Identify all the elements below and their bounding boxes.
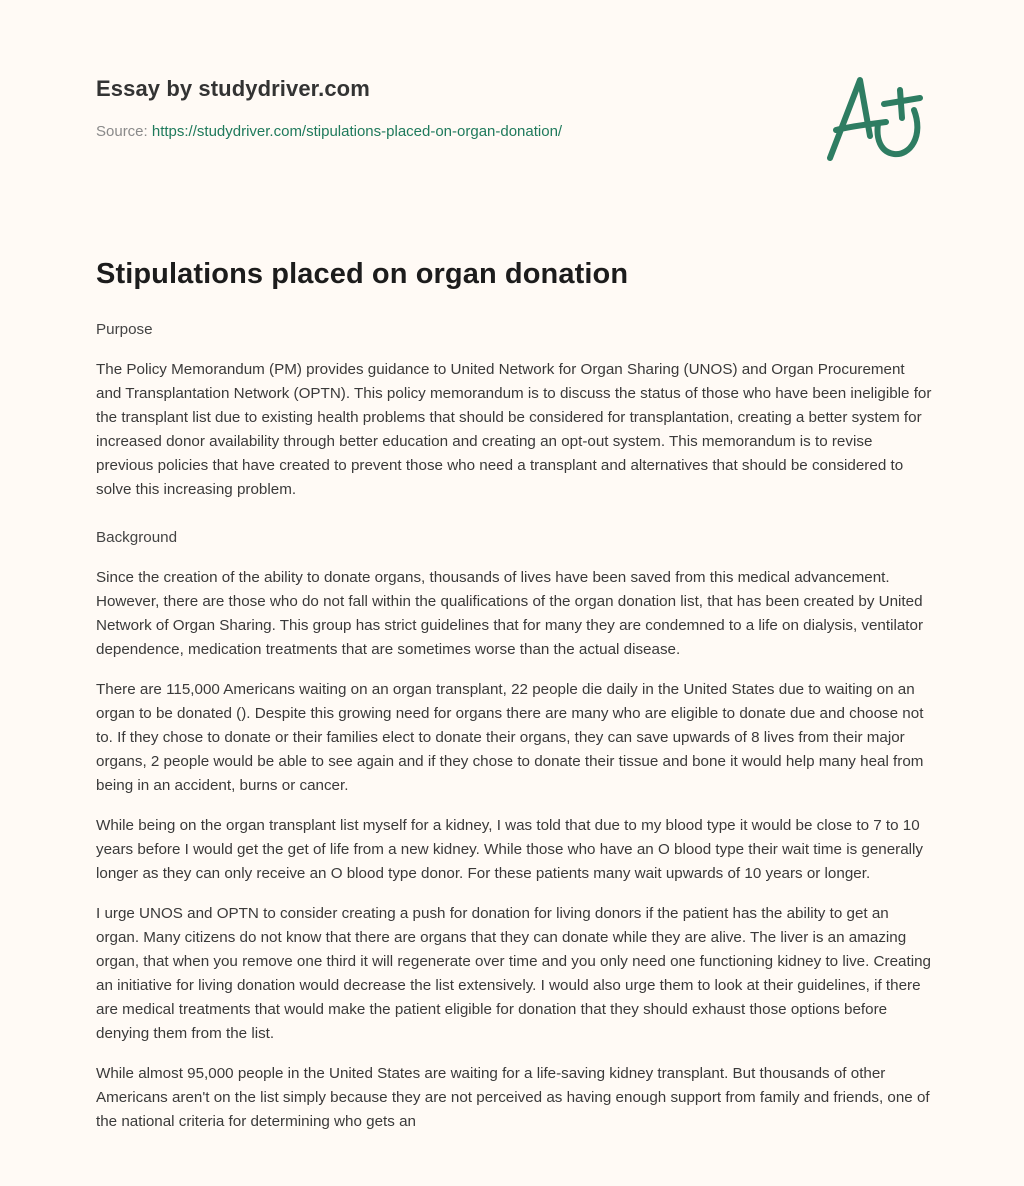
a-plus-grade-icon [820, 66, 930, 166]
paragraph: While being on the organ transplant list myself for a kidney, I was told that due to my blood type it would be close to 7 to 10 years before I would get the get of life from a new kidney. While those who have an O blood type their wait time is generally longer as they can only receive an O blood type donor. For these patients many wait upwards of 10 years or longer. [96, 817, 924, 882]
paragraph: I urge UNOS and OPTN to consider creating a push for donation for living donors if the patient has the ability to get an organ. Many citizens do not know that there are organs that they can donate while they are alive. The liver is an amazing organ, that when you remove one third it will regenerate over time and you only need one functioning kidney to live. Creating an initiative for living donation would decrease the list extensively. I would also urge them to look at their guidelines, if there are medical treatments that would make the patient eligible for donation that they should exhaust those options before denying them from the list. [96, 905, 931, 1042]
essay-body [96, 254, 932, 1134]
paragraph: Since the creation of the ability to donate organs, thousands of lives have been saved from this medical advancement. However, there are those who do not fall within the qualifications of the organ donation list, that has been created by United Network of Organ Sharing. This group has strict guidelines that for many they are condemned to a life on dialysis, ventilator dependence, medication treatments that are sometimes worse than the actual disease. [96, 569, 924, 658]
section-heading-purpose: Purpose [96, 321, 153, 338]
source-link[interactable]: https://studydriver.com/stipulations-placed-on-organ-donation/ [151, 123, 563, 140]
paragraph: The Policy Memorandum (PM) provides guidance to United Network for Organ Sharing (UNOS) and Organ Procurement and Transplantation Network (OPTN). This policy memorandum is to discuss the status of those who have been ineligible for the transplant list due to existing health problems that should be considered for transplantation, creating a better system for increased donor availability through better education and creating an opt-out system. This memorandum is to revise previous policies that have created to prevent those who need a transplant and alternatives that should be considered to solve this increasing problem. [96, 361, 932, 498]
page-header [96, 74, 936, 142]
page-title: Stipulations placed on organ donation [96, 258, 629, 290]
source-label: Source: [96, 123, 148, 140]
source-line [96, 122, 936, 142]
section-heading-background: Background [96, 529, 178, 546]
paragraph: While almost 95,000 people in the United States are waiting for a life-saving kidney transplant. But thousands of other Americans aren't on the list simply because they are not perceived as having enough support from family and friends, one of the national criteria for determining who gets an [96, 1065, 930, 1130]
site-title: Essay by studydriver.com [96, 76, 370, 101]
paragraph: There are 115,000 Americans waiting on an organ transplant, 22 people die daily in the United States due to waiting on an organ to be donated (). Despite this growing need for organs there are many who are eligible to donate due and choose not to. If they chose to donate or their families elect to donate their organs, they can save upwards of 8 lives from their major organs, 2 people would be able to see again and if they chose to donate their tissue and bone it would help many heal from being in an accident, burns or cancer. [96, 681, 924, 794]
